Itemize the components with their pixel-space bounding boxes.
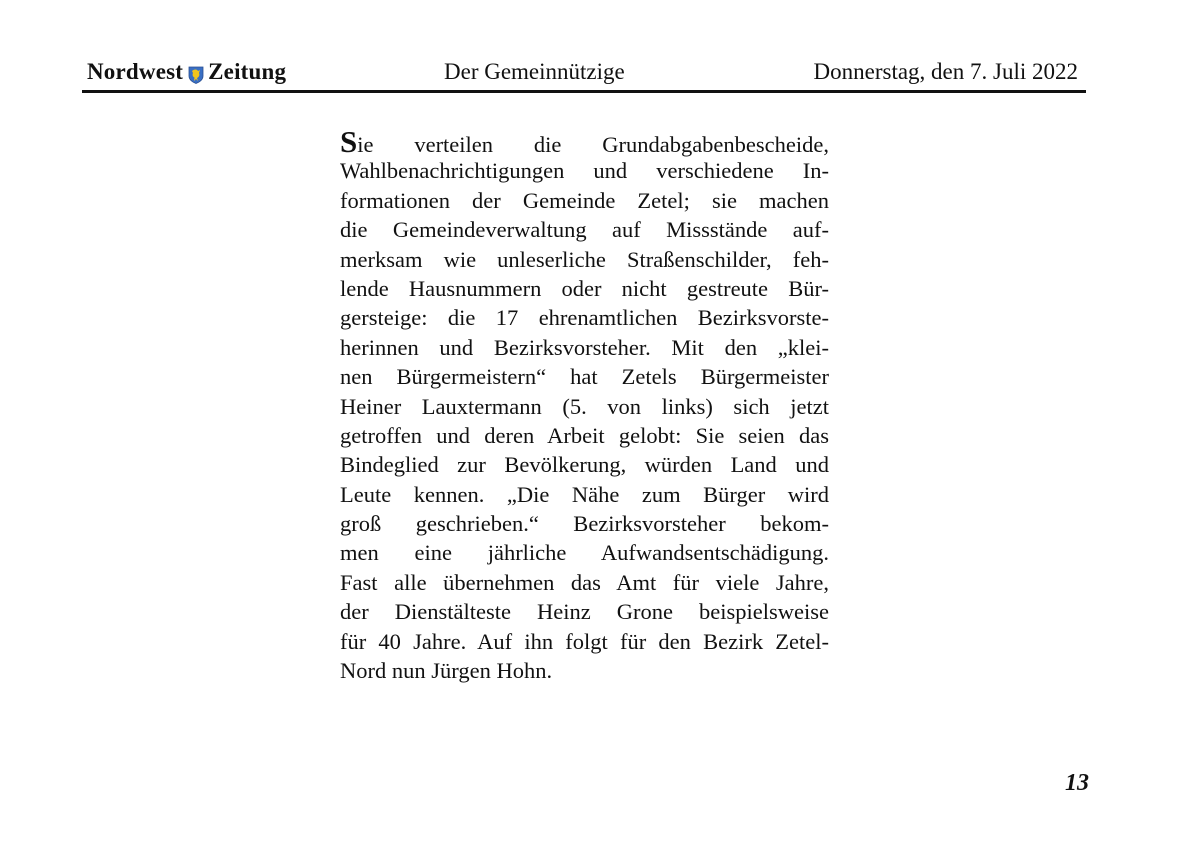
article-line: men eine jährliche Aufwandsentschädigung. [340, 540, 829, 566]
article-line: merksam wie unleserliche Straßenschilder, feh- [340, 246, 829, 272]
issue-date: Donnerstag, den 7. Juli 2022 [813, 59, 1078, 84]
section-title: Der Gemeinnützige [444, 59, 625, 84]
article-line: der Dienstälteste Heinz Grone beispielsweise [340, 599, 829, 625]
article-line: groß geschrieben.“ Bezirksvorsteher bekom- [340, 511, 829, 537]
article-line: Heiner Lauxtermann (5. von links) sich jetzt [340, 393, 829, 419]
page-number: 13 [1065, 770, 1089, 796]
drop-cap: S [340, 124, 358, 159]
article-line: Nord nun Jürgen Hohn. [340, 658, 553, 684]
article-line-text: ie verteilen die Grundabgabenbescheide, [357, 132, 829, 157]
article-line: formationen der Gemeinde Zetel; sie machen [340, 187, 829, 213]
coat-of-arms-icon [188, 64, 204, 82]
article-line: Leute kennen. „Die Nähe zum Bürger wird [340, 481, 829, 507]
article-line: herinnen und Bezirksvorsteher. Mit den „klei- [340, 334, 829, 360]
page-header [82, 56, 1086, 90]
article-line: getroffen und deren Arbeit gelobt: Sie seien das [340, 422, 829, 448]
article-line: Fast alle übernehmen das Amt für viele Jahre, [340, 569, 829, 595]
article-line: die Gemeindeverwaltung auf Missstände auf- [340, 217, 829, 243]
article-body [340, 124, 829, 685]
article-line [340, 124, 829, 159]
masthead-left: Nordwest [87, 59, 184, 84]
article-line: Wahlbenachrichtigungen und verschiedene In- [340, 158, 829, 184]
article-line: Bindeglied zur Bevölkerung, würden Land und [340, 452, 829, 478]
article-line: gersteige: die 17 ehrenamtlichen Bezirksvorste- [340, 305, 829, 331]
article-line: für 40 Jahre. Auf ihn folgt für den Bezirk Zetel- [340, 628, 829, 654]
article-line: nen Bürgermeistern“ hat Zetels Bürgermeister [340, 364, 829, 390]
article-line: lende Hausnummern oder nicht gestreute Bür- [340, 275, 829, 301]
masthead-right: Zeitung [208, 59, 287, 84]
newspaper-masthead [87, 59, 286, 85]
header-rule [82, 90, 1086, 93]
